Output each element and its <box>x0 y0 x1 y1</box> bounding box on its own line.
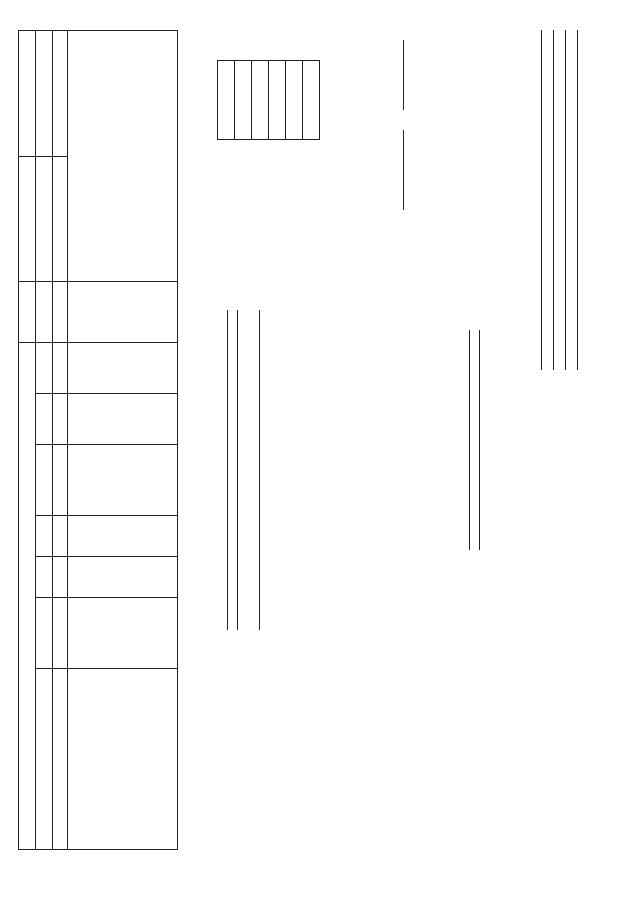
col-num-5 <box>53 445 68 516</box>
cell <box>36 516 53 557</box>
note-rule <box>565 30 566 370</box>
sign-line <box>403 40 404 110</box>
code-okei <box>218 61 235 140</box>
sign-line <box>403 130 404 210</box>
cell <box>36 343 53 394</box>
code-glava <box>252 61 269 140</box>
code-date <box>269 61 286 140</box>
codes-table <box>217 60 320 140</box>
header-vid <box>67 343 177 394</box>
header-razd <box>67 557 177 598</box>
total-label <box>19 343 36 850</box>
appendix-rule <box>479 330 480 550</box>
col-num-8 <box>53 282 68 343</box>
col-num-9 <box>53 156 68 282</box>
appendix-rule <box>469 330 470 550</box>
total-cell <box>19 156 36 282</box>
cell <box>36 445 53 516</box>
header-sum-a <box>67 282 177 343</box>
cell <box>36 156 53 282</box>
note-rule <box>541 30 542 370</box>
cell <box>36 669 53 850</box>
field-line <box>237 310 238 630</box>
note-rule <box>577 30 578 370</box>
note-rule <box>553 30 554 370</box>
header-napr <box>67 394 177 445</box>
col-num-1 <box>53 669 68 850</box>
cell <box>36 31 53 157</box>
col-num-2 <box>53 598 68 669</box>
header-prog <box>67 445 177 516</box>
cell <box>36 598 53 669</box>
total-cell <box>19 282 36 343</box>
col-num-3 <box>53 557 68 598</box>
field-line <box>227 310 228 630</box>
header-kod-rasp <box>67 598 177 669</box>
header-name <box>67 669 177 850</box>
field-line <box>259 310 260 630</box>
code-okud <box>286 61 303 140</box>
col-num-6 <box>53 394 68 445</box>
codes-header-cell <box>303 61 320 140</box>
cell <box>36 282 53 343</box>
code-reestr <box>235 61 252 140</box>
budget-table <box>18 30 178 850</box>
cell <box>36 394 53 445</box>
col-num-7 <box>53 343 68 394</box>
total-cell <box>19 31 36 157</box>
header-podr <box>67 516 177 557</box>
cell <box>36 557 53 598</box>
col-num-10 <box>53 31 68 157</box>
header-sum-change <box>67 31 177 282</box>
col-num-4 <box>53 516 68 557</box>
